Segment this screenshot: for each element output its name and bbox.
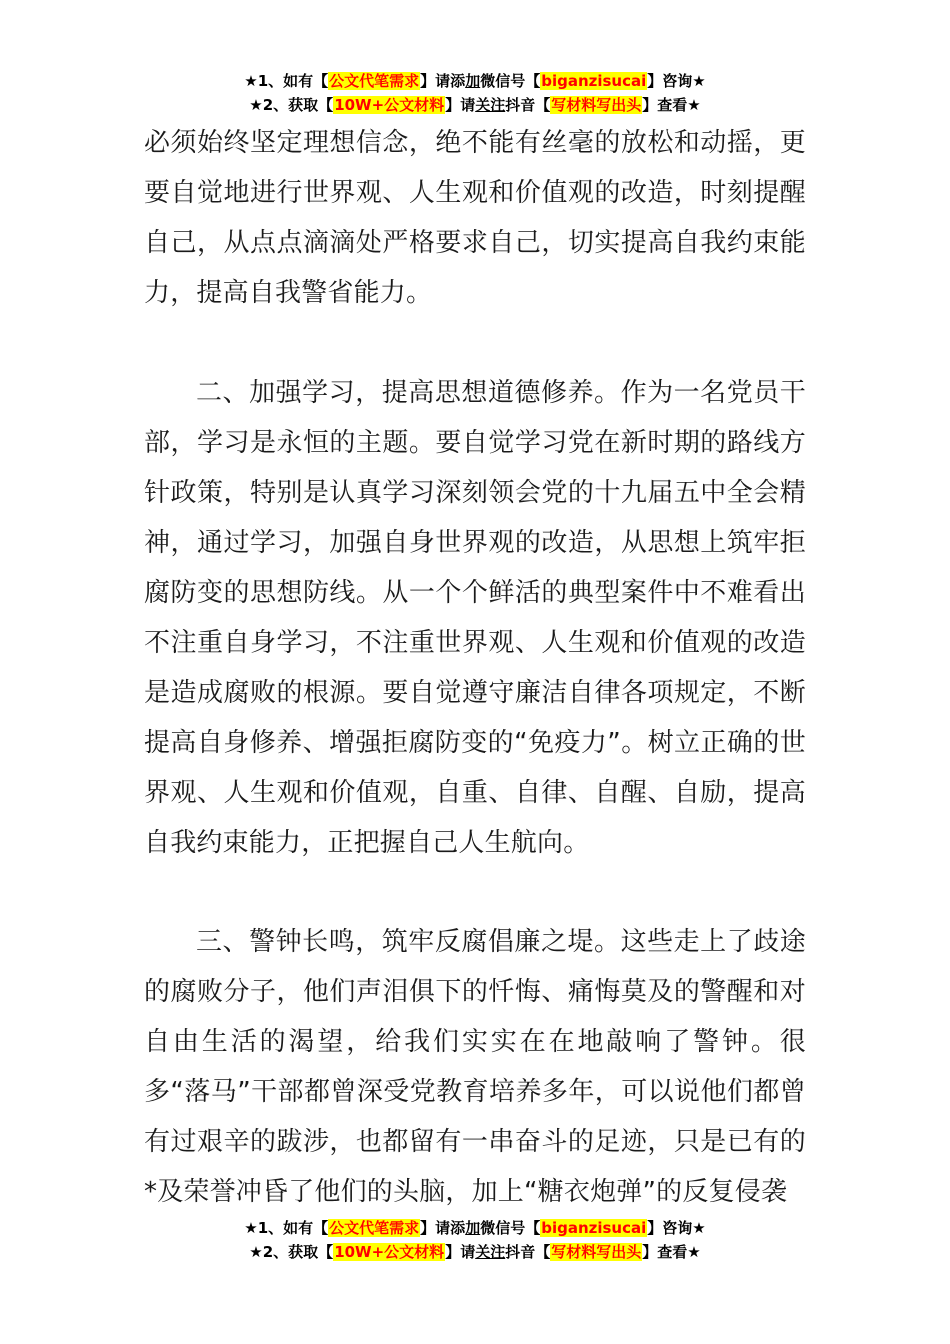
banner-line-2 xyxy=(0,93,950,117)
paragraph: 三、警钟长鸣，筑牢反腐倡廉之堤。这些走上了歧途的腐败分子，他们声泪俱下的忏悔、痛悔莫及的警醒和对自由生活的渴望，给我们实实在在地敲响了警钟。很多“落马”干部都曾深受党教育培养多年，可以说他们都曾有过艰辛的跋涉，也都留有一串奋斗的足迹，只是已有的*及荣誉冲昏了他们的头脑，加上“糖衣炮弹”的反复侵袭 xyxy=(144,927,806,1207)
footer-banner xyxy=(0,1216,950,1264)
banner-text: 】咨询★ xyxy=(647,1219,706,1237)
document-body xyxy=(144,368,806,868)
banner-line-1 xyxy=(0,1216,950,1240)
banner-text: ★1、如有【 xyxy=(244,72,329,90)
document-body xyxy=(144,917,806,1217)
banner-text: ★2、获取【 xyxy=(249,1243,334,1261)
banner-text: 微信号【 xyxy=(480,1219,541,1237)
banner-text: 微信号【 xyxy=(480,72,541,90)
banner-underlined-text: 关注 xyxy=(475,1243,506,1261)
banner-text: 】查看★ xyxy=(642,1243,701,1261)
banner-highlight: biganzisucai xyxy=(541,72,647,90)
banner-highlight: 10W+公文材料 xyxy=(334,96,445,114)
header-banner xyxy=(0,69,950,117)
banner-text: 】请 xyxy=(445,1243,476,1261)
banner-highlight: 写材料写出头 xyxy=(551,96,642,114)
paragraph: 二、加强学习，提高思想道德修养。作为一名党员干部，学习是永恒的主题。要自觉学习党在新时期的路线方针政策，特别是认真学习深刻领会党的十九届五中全会精神，通过学习，加强自身世界观的改造，从思想上筑牢拒腐防变的思想防线。从一个个鲜活的典型案件中不难看出不注重自身学习，不注重世界观、人生观和价值观的改造是造成腐败的根源。要自觉遵守廉洁自律各项规定，不断提高自身修养、增强拒腐防变的“免疫力”。树立正确的世界观、人生观和价值观，自重、自律、自醒、自励，提高自我约束能力，正把握自己人生航向。 xyxy=(144,378,806,858)
banner-text: 】请 xyxy=(445,96,476,114)
banner-text: 】请添 xyxy=(420,72,466,90)
banner-line-2 xyxy=(0,1240,950,1264)
banner-underlined-text: 加 xyxy=(465,1219,481,1237)
banner-text: ★1、如有【 xyxy=(244,1219,329,1237)
banner-text: 】请添 xyxy=(420,1219,466,1237)
banner-text: 】查看★ xyxy=(642,96,701,114)
banner-text: 】咨询★ xyxy=(647,72,706,90)
document-body xyxy=(144,118,806,318)
banner-text: ★2、获取【 xyxy=(249,96,334,114)
banner-highlight: 10W+公文材料 xyxy=(334,1243,445,1261)
banner-highlight: biganzisucai xyxy=(541,1219,647,1237)
paragraph: 必须始终坚定理想信念，绝不能有丝毫的放松和动摇，更要自觉地进行世界观、人生观和价值观的改造，时刻提醒自己，从点点滴滴处严格要求自己，切实提高自我约束能力，提高自我警省能力。 xyxy=(144,128,806,308)
banner-highlight: 写材料写出头 xyxy=(551,1243,642,1261)
banner-highlight: 公文代笔需求 xyxy=(329,72,420,90)
banner-underlined-text: 关注 xyxy=(475,96,506,114)
banner-line-1 xyxy=(0,69,950,93)
banner-text: 抖音【 xyxy=(505,1243,551,1261)
banner-highlight: 公文代笔需求 xyxy=(329,1219,420,1237)
banner-underlined-text: 加 xyxy=(465,72,481,90)
banner-text: 抖音【 xyxy=(505,96,551,114)
